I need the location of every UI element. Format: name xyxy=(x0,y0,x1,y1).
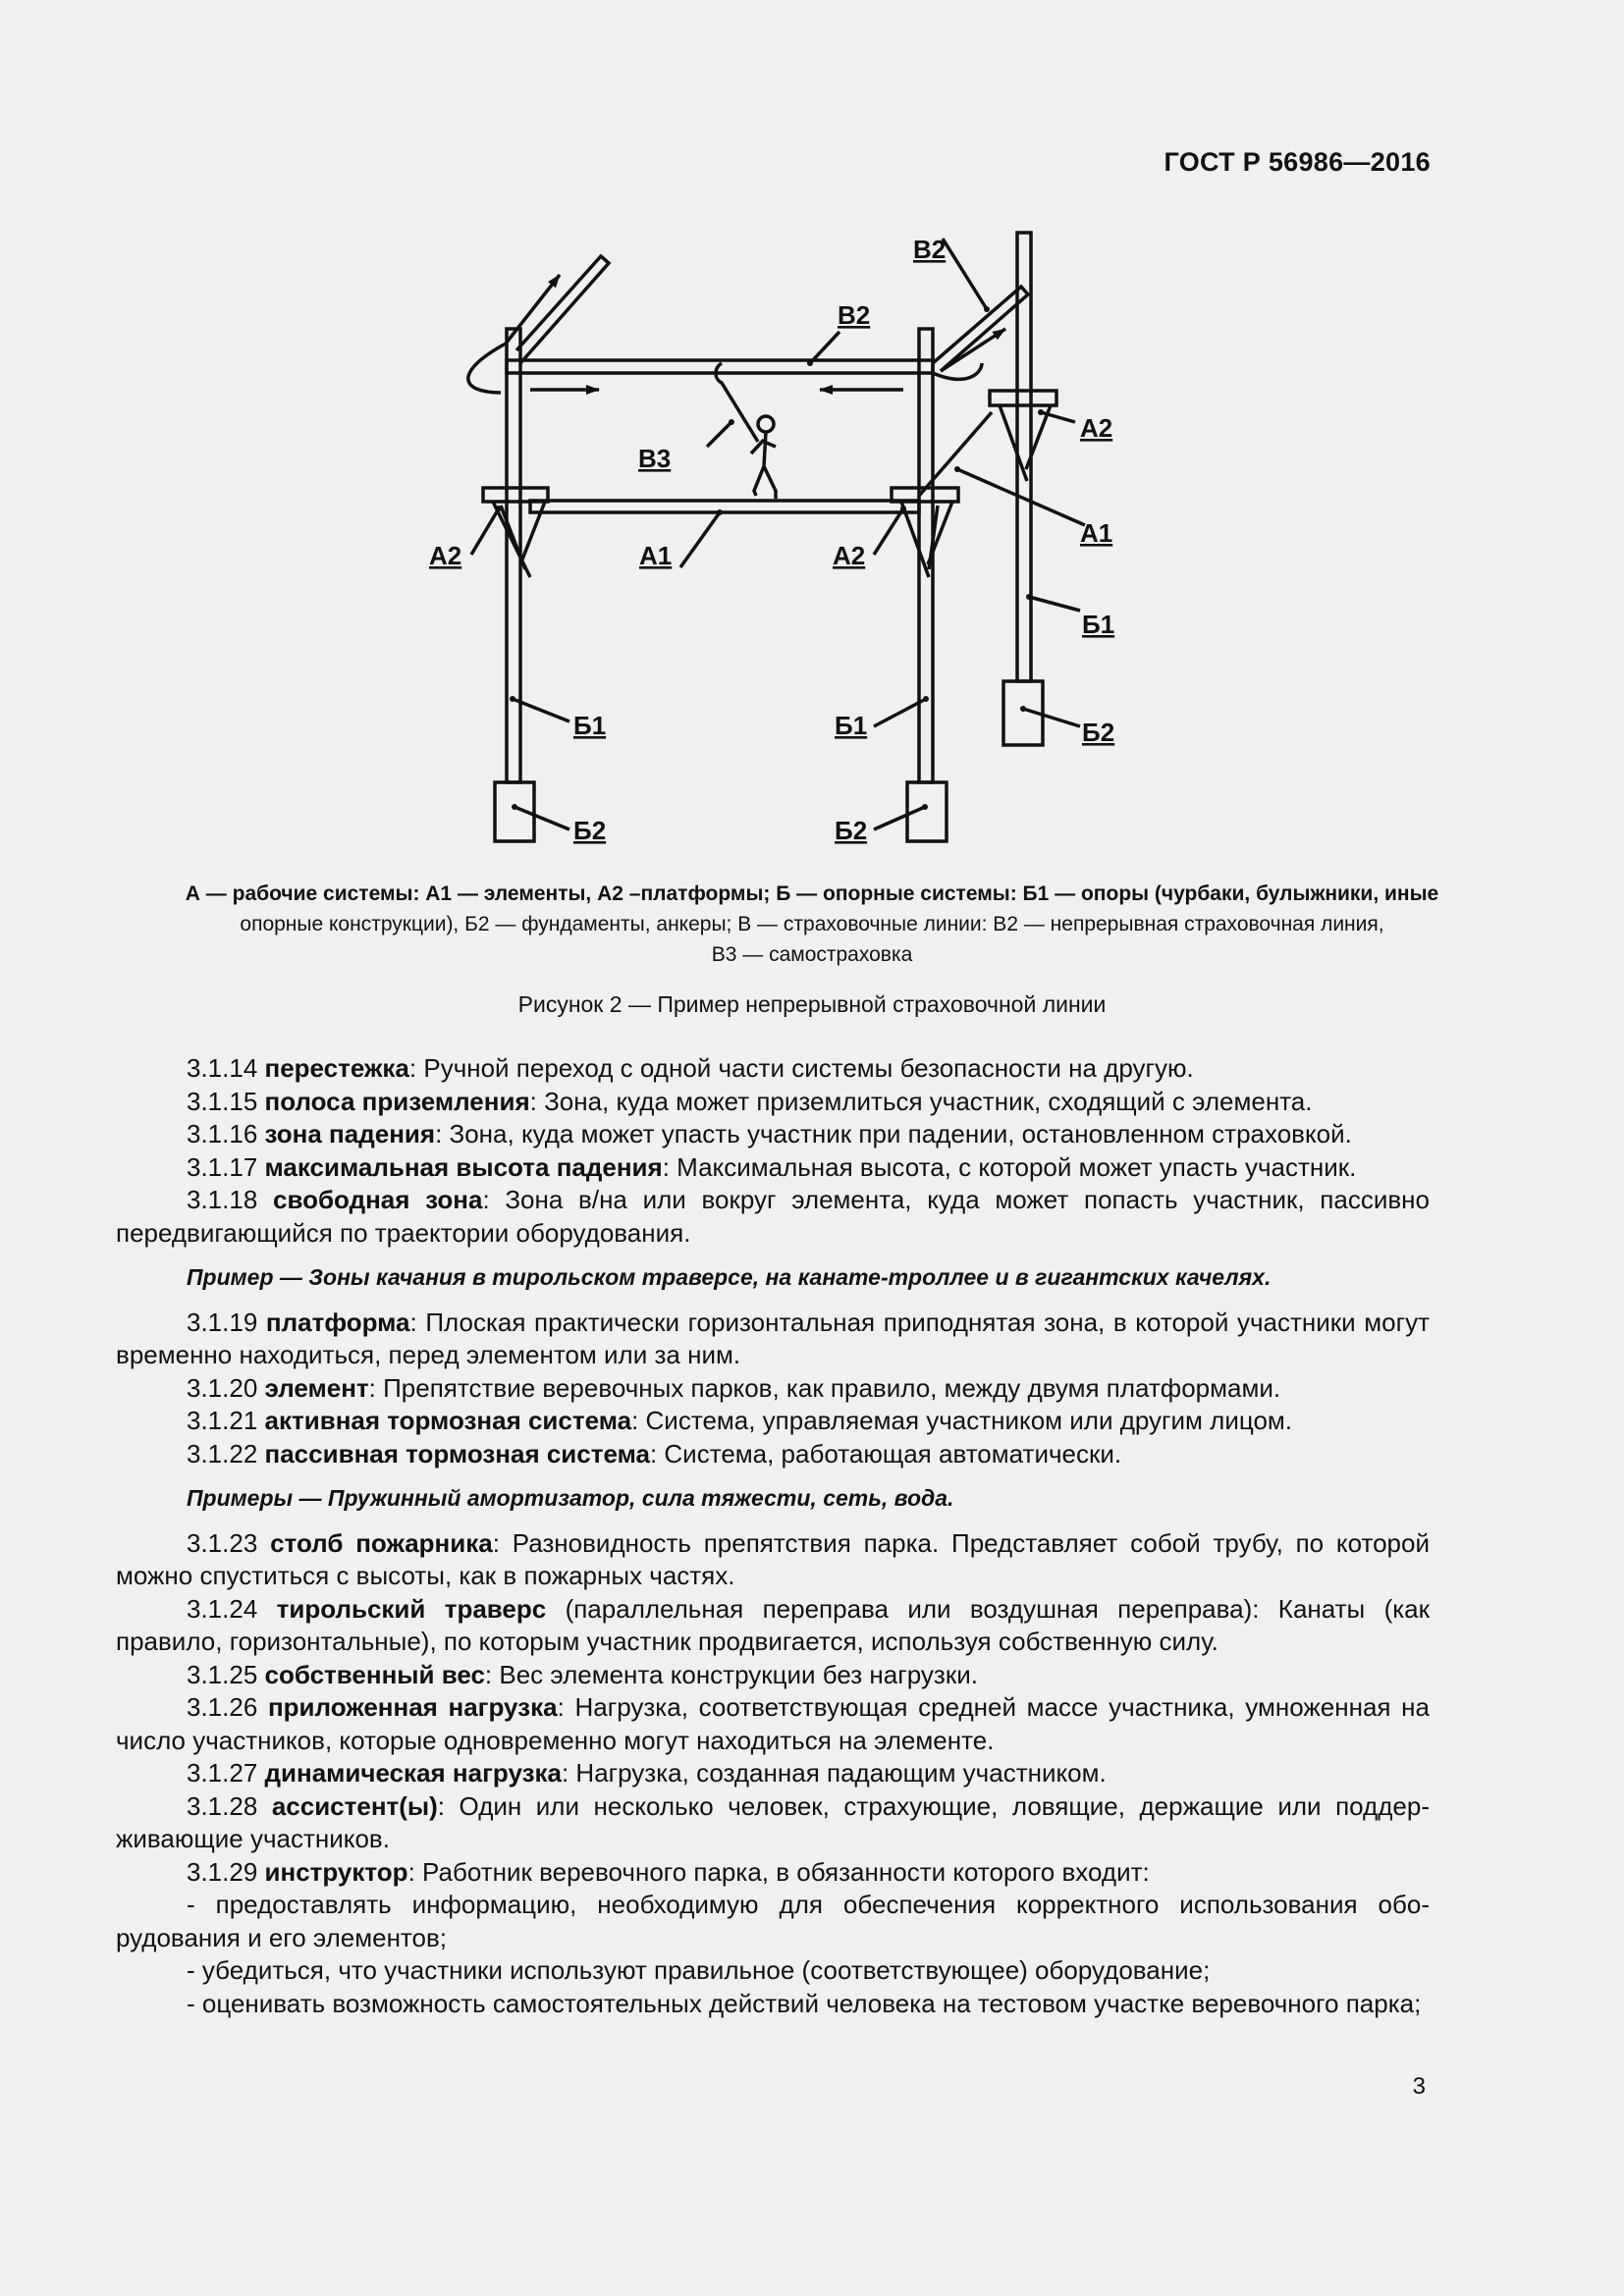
definition-number: 3.1.29 xyxy=(187,1856,265,1887)
definition-text: : Максимальная высота, с которой может упасть участник. xyxy=(662,1151,1357,1182)
label-b1-left: Б1 xyxy=(573,711,607,740)
definition-number: 3.1.16 xyxy=(187,1119,265,1148)
definition-number: 3.1.26 xyxy=(187,1692,268,1722)
definitions-block-2 xyxy=(116,1307,1430,1471)
definitions-block-3 xyxy=(116,1527,1430,1890)
definition-term: тирольский траверс xyxy=(276,1593,547,1624)
label-v3: В3 xyxy=(638,444,672,473)
definition-text: : Система, управляемая участником или другим лицом. xyxy=(631,1406,1293,1435)
definition-number: 3.1.23 xyxy=(187,1527,271,1558)
list-item: - предоставлять информацию, необходимую для обеспечения корректного использования оборудования и его элементов; xyxy=(116,1890,1430,1952)
definition-text: : Нагрузка, соответствующая средней массе участника, умноженная на число участников, которые одновременно могут находиться на элементе. xyxy=(116,1692,1430,1755)
right-platform xyxy=(990,391,1056,405)
definition-term: платформа xyxy=(265,1307,410,1337)
definition-number: 3.1.27 xyxy=(187,1758,265,1788)
definition-text: : Зона, куда может упасть участник при падении, остановленном страховкой. xyxy=(435,1119,1352,1148)
definition-term: перестежка xyxy=(264,1053,409,1083)
definition-text: : Один или несколько человек, страхующие, ловящие, держащие или поддерживающие участников. xyxy=(116,1790,1430,1853)
example-1: Пример — Зоны качания в тирольском траверсе, на канате-троллее и в гигантских качелях. xyxy=(187,1264,1272,1290)
definition-term: динамическая нагрузка xyxy=(264,1758,562,1788)
label-a1-right: А1 xyxy=(1080,518,1113,548)
definition-text: : Плоская практически горизонтальная приподнятая зона, в которой участники могут временно находиться, перед элементом или за ним. xyxy=(116,1307,1431,1369)
label-a2-right: А2 xyxy=(1080,413,1113,443)
list-item: - оценивать возможность самостоятельных действий человека на тестовом участке веревочного парка; xyxy=(187,1988,1422,2018)
definition-text: : Зона, куда может приземлиться участник, сходящий с элемента. xyxy=(529,1086,1313,1116)
definition-term: активная тормозная система xyxy=(264,1406,632,1435)
definition-paragraph xyxy=(116,1659,1430,1692)
label-v2-mid: В2 xyxy=(838,300,871,330)
list-item: - убедиться, что участники используют правильное (соответствующее) оборудование; xyxy=(187,1955,1211,1985)
definition-paragraph xyxy=(116,1790,1430,1856)
definition-term: свободная зона xyxy=(272,1185,483,1214)
definition-number: 3.1.15 xyxy=(187,1086,265,1116)
definition-text: : Препятствие веревочных парков, как правило, между двумя платформами. xyxy=(368,1372,1281,1403)
example-2: Примеры — Пружинный амортизатор, сила тяжести, сеть, вода. xyxy=(187,1485,954,1511)
label-b2-right: Б2 xyxy=(1082,718,1115,747)
label-b2-center: Б2 xyxy=(835,816,868,845)
definition-paragraph xyxy=(116,1856,1430,1890)
definition-term: элемент xyxy=(264,1372,369,1403)
definition-term: зона падения xyxy=(264,1119,436,1148)
label-a1-center: А1 xyxy=(639,541,673,570)
definition-text: : Система, работающая автоматически. xyxy=(649,1438,1122,1468)
definition-text: : Разновидность препятствия парка. Представляет собой трубу, по которой можно спуститься с высоты, как в пожарных частях. xyxy=(116,1527,1431,1590)
definition-text: : Зона в/на или вокруг элемента, куда может попасть участник, пассивно передвигающийся по траектории оборудования. xyxy=(116,1185,1430,1248)
definition-paragraph xyxy=(116,1405,1430,1438)
definition-number: 3.1.25 xyxy=(187,1659,265,1689)
document-header: ГОСТ Р 56986—2016 xyxy=(1164,147,1431,177)
definition-paragraph xyxy=(116,1052,1430,1086)
definition-paragraph xyxy=(116,1307,1430,1372)
definition-term: столб пожарника xyxy=(270,1527,493,1558)
label-a2-center: А2 xyxy=(833,541,866,570)
body-text xyxy=(116,1052,1430,2020)
person-head xyxy=(758,416,774,432)
figure-legend xyxy=(108,879,1516,970)
label-b1-right: Б1 xyxy=(1082,610,1115,639)
definition-number: 3.1.18 xyxy=(187,1185,273,1214)
definition-text: : Работник веревочного парка, в обязанности которого входит: xyxy=(407,1856,1150,1887)
definition-paragraph xyxy=(116,1372,1430,1406)
definition-paragraph xyxy=(116,1184,1430,1250)
label-b1-center: Б1 xyxy=(835,711,868,740)
definition-text: : Нагрузка, созданная падающим участником. xyxy=(561,1758,1107,1788)
definition-paragraph xyxy=(116,1527,1430,1593)
definition-term: инструктор xyxy=(264,1856,408,1887)
duties-list xyxy=(116,1889,1430,2020)
definition-number: 3.1.17 xyxy=(187,1151,265,1182)
label-a2-left: А2 xyxy=(429,541,462,570)
definition-number: 3.1.19 xyxy=(187,1307,266,1337)
element-beam xyxy=(530,501,919,512)
label-b2-left: Б2 xyxy=(573,816,607,845)
definition-number: 3.1.22 xyxy=(187,1438,265,1468)
definition-paragraph xyxy=(116,1691,1430,1757)
legend-line-2: опорные конструкции), Б2 — фундаменты, анкеры; В — страховочные линии: В2 — непрерывная страховочная линия, xyxy=(240,913,1384,935)
definition-number: 3.1.21 xyxy=(187,1406,265,1435)
definition-term: приложенная нагрузка xyxy=(267,1692,558,1722)
definition-paragraph xyxy=(116,1438,1430,1471)
definition-paragraph xyxy=(116,1118,1430,1151)
definition-number: 3.1.28 xyxy=(187,1790,272,1821)
definition-text: : Ручной переход с одной части системы безопасности на другую. xyxy=(408,1053,1194,1083)
definition-term: собственный вес xyxy=(264,1659,485,1689)
definition-term: ассистент(ы) xyxy=(271,1790,438,1821)
label-v2-top: В2 xyxy=(913,235,947,264)
definition-paragraph xyxy=(116,1151,1430,1185)
definition-number: 3.1.20 xyxy=(187,1372,265,1403)
definition-paragraph xyxy=(116,1593,1430,1659)
figure-diagram xyxy=(0,0,1624,883)
figure-caption: Рисунок 2 — Пример непрерывной страховочной линии xyxy=(517,991,1107,1017)
definition-text: (параллельная переправа или воздушная переправа): Канаты (как правило, горизонтальные), по которым участник продвигается, используя собственную силу. xyxy=(116,1593,1431,1656)
legend-line-3: В3 — самостраховка xyxy=(711,943,913,966)
definitions-block-1 xyxy=(116,1052,1430,1250)
definition-paragraph xyxy=(116,1086,1430,1119)
definition-number: 3.1.24 xyxy=(187,1593,277,1624)
definition-number: 3.1.14 xyxy=(187,1053,265,1083)
page-number: 3 xyxy=(1412,2073,1426,2100)
definition-text: : Вес элемента конструкции без нагрузки. xyxy=(484,1659,978,1689)
definition-term: пассивная тормозная система xyxy=(264,1438,650,1468)
definition-term: максимальная высота падения xyxy=(264,1151,663,1182)
definition-paragraph xyxy=(116,1757,1430,1790)
legend-line-1: А — рабочие системы: А1 — элементы, А2 –платформы; Б — опорные системы: Б1 — опоры (чурбаки, булыжники, иные xyxy=(185,882,1439,905)
definition-term: полоса приземления xyxy=(264,1086,530,1116)
